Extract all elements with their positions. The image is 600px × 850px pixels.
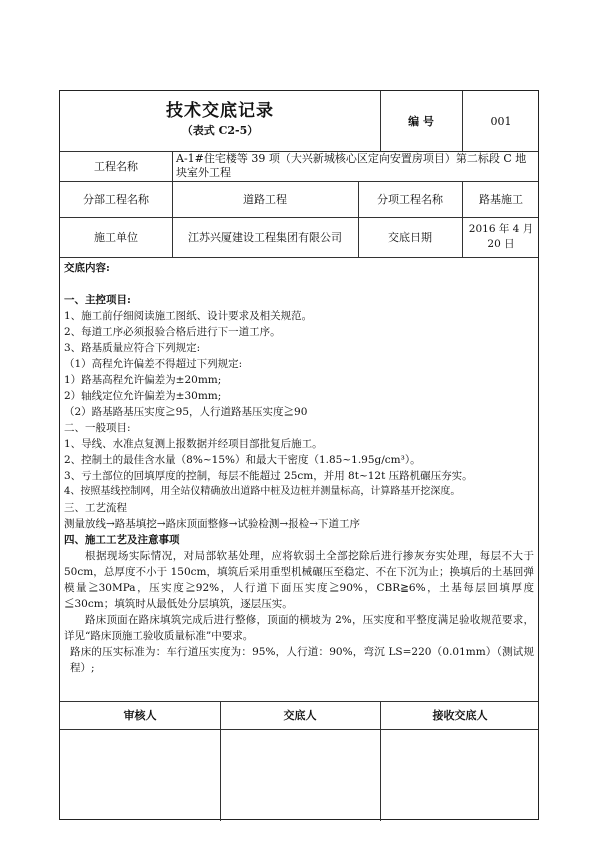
paragraph: 路床顶面在路床填筑完成后进行整修，顶面的横坡为 2%，压实度和平整度满足验收规范要求，详见“路床顶施工验收质量标准”中要求。 (64, 614, 534, 642)
disclosure-form (59, 90, 539, 820)
discloser-signature-field[interactable] (220, 729, 380, 821)
spacer (64, 276, 534, 292)
section-main-items-title: 一、主控项目: (64, 294, 131, 306)
item-project-value: 路基施工 (479, 192, 523, 206)
number-value: 001 (490, 114, 512, 128)
form-title: 技术交底记录 (166, 101, 274, 121)
receiver-signature-field[interactable] (380, 729, 540, 821)
list-item: （2）路基路基压实度≧95，人行道路基压实度≧90 (64, 406, 308, 418)
list-item: 3、路基质量应符合下列规定: (64, 342, 201, 354)
title-block (60, 91, 380, 151)
section-process-title: 三、工艺流程 (64, 502, 127, 514)
sub-project-value: 道路工程 (243, 192, 287, 206)
sub-project-label: 分部工程名称 (83, 192, 149, 206)
form-code: （表式 C2-5） (181, 124, 259, 137)
list-item: （1）高程允许偏差不得超过下列规定: (64, 358, 243, 370)
discloser-label: 交底人 (283, 708, 317, 722)
section-general-items-title: 二、一般项目: (64, 422, 131, 434)
contractor-value: 江苏兴厦建设工程集团有限公司 (188, 230, 342, 244)
reviewer-signature-field[interactable] (60, 729, 220, 821)
list-item: 1、导线、水准点复测上报数据并经项目部批复后施工。 (64, 438, 323, 450)
list-item: 3、亏土部位的回填厚度的控制，每层不能超过 25cm，并用 8t~12t 压路机碾压夯实。 (64, 470, 473, 482)
process-flow: 测量放线→路基填挖→路床顶面整修→试验检测→报检→下道工序 (64, 518, 360, 530)
reviewer-label: 审核人 (123, 708, 157, 722)
list-item: 2）轴线定位允许偏差为±30mm; (64, 390, 222, 402)
section-construction-title: 四、施工工艺及注意事项 (64, 534, 180, 546)
item-project-label: 分项工程名称 (377, 192, 443, 206)
receiver-label: 接收交底人 (432, 708, 488, 722)
list-item: 2、控制土的最佳含水量（8%~15%）和最大干密度（1.85~1.95g/cm³）。 (64, 454, 421, 466)
paragraph: 路床的压实标准为：车行道压实度为：95%，人行道：90%，弯沉 LS=220（0.01mm）（测试规程）; (70, 646, 534, 674)
project-name-label: 工程名称 (94, 159, 138, 173)
contractor-label: 施工单位 (94, 230, 138, 244)
list-item: 1）路基高程允许偏差为±20mm; (64, 374, 222, 386)
number-label: 编 号 (408, 114, 434, 128)
date-value: 2016 年 4 月 20 日 (468, 223, 534, 250)
project-name-value: A-1#住宅楼等 39 项（大兴新城核心区定向安置房项目）第二标段 C 地块室外工程 (176, 152, 527, 179)
list-item: 2、每道工序必须报验合格后进行下一道工序。 (64, 326, 281, 338)
disclosure-content (60, 257, 538, 701)
date-label: 交底日期 (388, 230, 432, 244)
content-heading: 交底内容: (64, 262, 110, 274)
list-item: 4、按照基线控制网，用全站仪精确放出道路中桩及边桩并测量标高，计算路基开挖深度。 (64, 486, 461, 497)
list-item: 1、施工前仔细阅读施工图纸、设计要求及相关规范。 (64, 310, 313, 322)
paragraph: 根据现场实际情况，对局部软基处理，应将软弱土全部挖除后进行掺灰夯实处理，每层不大于 50cm，总厚度不小于 150cm，填筑后采用重型机械碾压至稳定、不在下沉为止；换填后的土基回弹模量≧30MPa，压实度≧92%，人行道下面压实度≧90%，CBR≧6%，土基每层回填厚度≦30cm；填筑时从最低处分层填筑，逐层压实。 (64, 550, 534, 610)
